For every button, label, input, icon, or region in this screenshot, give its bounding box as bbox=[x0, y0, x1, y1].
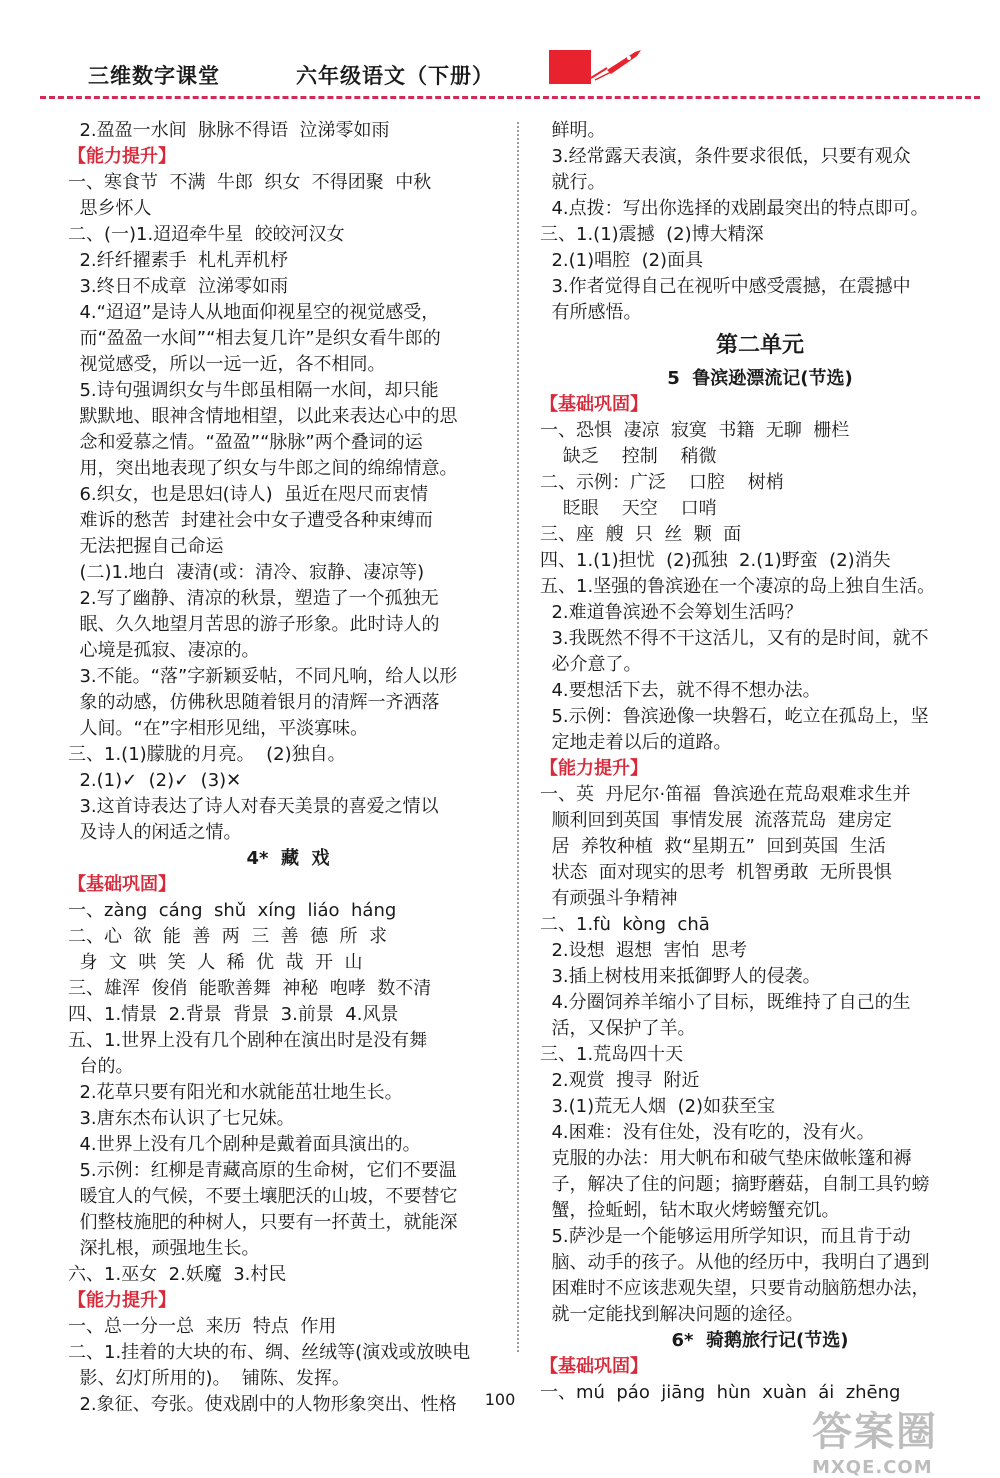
answer-line: 顺利回到英国 事情发展 流落荒岛 建房定 bbox=[540, 810, 892, 831]
answer-line: 五、1.世界上没有几个剧种在演出时是没有舞 bbox=[68, 1030, 428, 1051]
section-tag: 【基础巩固】 bbox=[68, 874, 176, 895]
answer-line: 二、1.挂着的大块的布、绸、丝绒等(演戏或放映电 bbox=[68, 1342, 471, 1363]
answer-line: 眠、久久地望月苦思的游子形象。此时诗人的 bbox=[68, 614, 440, 635]
answer-line: 定地走着以后的道路。 bbox=[540, 732, 732, 753]
unit-title: 第二单元 bbox=[715, 333, 804, 358]
answer-line: 一、恐惧 凄凉 寂寞 书籍 无聊 栅栏 bbox=[540, 420, 850, 441]
answer-line: 四、1.(1)担忧 (2)孤独 2.(1)野蛮 (2)消失 bbox=[540, 550, 891, 571]
answer-line: 二、(一)1.迢迢牵牛星 皎皎河汉女 bbox=[68, 224, 345, 245]
answer-line: 身 文 哄 笑 人 稀 优 哉 开 山 bbox=[68, 952, 363, 973]
answer-line: 4.“迢迢”是诗人从地面仰视星空的视觉感受， bbox=[68, 302, 440, 323]
answer-line: 用，突出地表现了织女与牛郎之间的绵绵情意。 bbox=[68, 458, 458, 479]
watermark-url: MXQE.COM bbox=[812, 1457, 933, 1478]
lesson-title: 6* 骑鹅旅行记(节选) bbox=[671, 1330, 849, 1351]
answer-column-right bbox=[540, 118, 980, 1406]
answer-line: 一、mú páo jiāng hùn xuàn ái zhēng bbox=[540, 1382, 901, 1403]
answer-line: 3.作者觉得自己在视听中感受震撼，在震撼中 bbox=[540, 276, 911, 297]
answer-line: 4.点拨：写出你选择的戏剧最突出的特点即可。 bbox=[540, 198, 929, 219]
watermark-logo bbox=[812, 1400, 992, 1478]
answer-line: 4.分圈饲养羊缩小了目标，既维持了自己的生 bbox=[540, 992, 911, 1013]
column-divider bbox=[517, 122, 519, 1352]
answer-line: 五、1.坚强的鲁滨逊在一个凄凉的岛上独自生活。 bbox=[540, 576, 936, 597]
answer-line: 4.要想活下去，就不得不想办法。 bbox=[540, 680, 821, 701]
answer-line: 一、英 丹尼尔·笛福 鲁滨逊在荒岛艰难求生并 bbox=[540, 784, 911, 805]
answer-line: 蟹，捡蚯蚓，钻木取火烤螃蟹充饥。 bbox=[540, 1200, 840, 1221]
answer-line: 人间。“在”字相形见绌，平淡寡味。 bbox=[68, 718, 369, 739]
book-brand: 三维数字课堂 bbox=[88, 64, 220, 88]
lesson-title: 4* 藏 戏 bbox=[246, 848, 330, 869]
answer-line: 影、幻灯所用的)。 铺陈、发挥。 bbox=[68, 1368, 350, 1389]
answer-line: 状态 面对现实的思考 机智勇敢 无所畏惧 bbox=[540, 862, 892, 883]
answer-line: 3.我既然不得不干这活儿，又有的是时间，就不 bbox=[540, 628, 929, 649]
answer-line: 二、心 欲 能 善 两 三 善 德 所 求 bbox=[68, 926, 387, 947]
answer-line: 克服的办法：用大帆布和破气垫床做帐篷和褥 bbox=[540, 1148, 912, 1169]
section-tag: 【能力提升】 bbox=[68, 146, 176, 167]
answer-line: 有所感悟。 bbox=[540, 302, 642, 323]
answer-line: 二、示例：广泛 口腔 树梢 bbox=[540, 472, 784, 493]
page-header bbox=[0, 0, 1000, 100]
answer-line: 思乡怀人 bbox=[68, 198, 152, 219]
answer-line: 4.世界上没有几个剧种是戴着面具演出的。 bbox=[68, 1134, 421, 1155]
watermark-text: 答案圈 bbox=[812, 1409, 938, 1455]
answer-line: 5.示例：鲁滨逊像一块磐石，屹立在孤岛上，坚 bbox=[540, 706, 929, 727]
rocket-icon bbox=[585, 44, 645, 84]
answer-line: 子，解决了住的问题；摘野蘑菇，自制工具钓螃 bbox=[540, 1174, 930, 1195]
answer-line: 3.不能。“落”字新颖妥帖，不同凡响，给人以形 bbox=[68, 666, 458, 687]
answer-line: 就一定能找到解决问题的途径。 bbox=[540, 1304, 804, 1325]
answer-line: 2.盈盈一水间 脉脉不得语 泣涕零如雨 bbox=[68, 120, 390, 141]
answer-line: 缺乏 控制 稍微 bbox=[540, 446, 717, 467]
answer-line: 心境是孤寂、凄凉的。 bbox=[68, 640, 260, 661]
answer-line: 有顽强斗争精神 bbox=[540, 888, 678, 909]
answer-line: 六、1.巫女 2.妖魔 3.村民 bbox=[68, 1264, 287, 1285]
book-subject: 六年级语文（下册） bbox=[296, 64, 494, 88]
answer-line: 6.织女，也是思妇(诗人) 虽近在咫尺而衷情 bbox=[68, 484, 429, 505]
answer-line: 4.困难：没有住处，没有吃的，没有火。 bbox=[540, 1122, 875, 1143]
answer-line: 3.唐东杰布认识了七兄妹。 bbox=[68, 1108, 295, 1129]
answer-line: 2.(1)唱腔 (2)面具 bbox=[540, 250, 704, 271]
section-tag: 【基础巩固】 bbox=[540, 394, 648, 415]
answer-line: 及诗人的闲适之情。 bbox=[68, 822, 242, 843]
section-tag: 【基础巩固】 bbox=[540, 1356, 648, 1377]
answer-line: 三、雄浑 俊俏 能歌善舞 神秘 咆哮 数不清 bbox=[68, 978, 432, 999]
answer-line: 鲜明。 bbox=[540, 120, 606, 141]
answer-line: 暖宜人的气候，不要土壤肥沃的山坡，不要替它 bbox=[68, 1186, 458, 1207]
answer-line: 就行。 bbox=[540, 172, 606, 193]
answer-line: 2.观赏 搜寻 附近 bbox=[540, 1070, 700, 1091]
answer-line: 默默地、眼神含情地相望，以此来表达心中的思 bbox=[68, 406, 458, 427]
answer-line: 2.(1)✓ (2)✓ (3)✕ bbox=[68, 770, 242, 791]
answer-line: 3.经常露天表演，条件要求很低，只要有观众 bbox=[540, 146, 911, 167]
answer-line: 2.花草只要有阳光和水就能茁壮地生长。 bbox=[68, 1082, 403, 1103]
answer-line: 5.萨沙是一个能够运用所学知识，而且肯于动 bbox=[540, 1226, 911, 1247]
answer-line: 一、总一分一总 来历 特点 作用 bbox=[68, 1316, 337, 1337]
answer-line: 四、1.情景 2.背景 背景 3.前景 4.风景 bbox=[68, 1004, 399, 1025]
answer-line: 3.这首诗表达了诗人对春天美景的喜爱之情以 bbox=[68, 796, 439, 817]
page-number: 100 bbox=[484, 1390, 516, 1409]
answer-line: (二)1.地白 凄清(或：清冷、寂静、凄凉等) bbox=[68, 562, 425, 583]
answer-line: 三、1.(1)朦胧的月亮。 (2)独自。 bbox=[68, 744, 346, 765]
answer-line: 无法把握自己命运 bbox=[68, 536, 224, 557]
answer-line: 三、1.(1)震撼 (2)博大精深 bbox=[540, 224, 764, 245]
lesson-title: 5 鲁滨逊漂流记(节选) bbox=[667, 368, 853, 389]
answer-line: 2.设想 遐想 害怕 思考 bbox=[540, 940, 747, 961]
header-dashed-rule bbox=[40, 96, 980, 99]
answer-line: 3.(1)荒无人烟 (2)如获至宝 bbox=[540, 1096, 776, 1117]
answer-line: 念和爱慕之情。“盈盈”“脉脉”两个叠词的运 bbox=[68, 432, 423, 453]
answer-line: 2.纤纤擢素手 札札弄机杼 bbox=[68, 250, 289, 271]
answer-line: 居 养牧种植 救“星期五” 回到英国 生活 bbox=[540, 836, 886, 857]
answer-line: 必介意了。 bbox=[540, 654, 642, 675]
answer-line: 活，又保护了羊。 bbox=[540, 1018, 696, 1039]
answer-line: 眨眼 天空 口哨 bbox=[540, 498, 717, 519]
answer-line: 3.插上树枝用来抵御野人的侵袭。 bbox=[540, 966, 821, 987]
answer-line: 们整枝施肥的种树人，只要有一抔黄土，就能深 bbox=[68, 1212, 458, 1233]
answer-line: 3.终日不成章 泣涕零如雨 bbox=[68, 276, 289, 297]
answer-line: 象的动感，仿佛秋思随着银月的清辉一齐洒落 bbox=[68, 692, 440, 713]
answer-line: 三、座 艘 只 丝 颗 面 bbox=[540, 524, 742, 545]
section-tag: 【能力提升】 bbox=[540, 758, 648, 779]
answer-line: 一、寒食节 不满 牛郎 织女 不得团聚 中秋 bbox=[68, 172, 432, 193]
answer-line: 5.诗句强调织女与牛郎虽相隔一水间，却只能 bbox=[68, 380, 439, 401]
answer-line: 深扎根，顽强地生长。 bbox=[68, 1238, 260, 1259]
answer-line: 一、zàng cáng shǔ xíng liáo háng bbox=[68, 900, 397, 921]
answer-line: 脑、动手的孩子。从他的经历中，我明白了遇到 bbox=[540, 1252, 930, 1273]
answer-line: 而“盈盈一水间”“相去复几许”是织女看牛郎的 bbox=[68, 328, 441, 349]
answer-line: 二、1.fù kòng chā bbox=[540, 914, 710, 935]
answer-line: 2.写了幽静、清凉的秋景，塑造了一个孤独无 bbox=[68, 588, 439, 609]
answer-line: 视觉感受，所以一远一近，各不相同。 bbox=[68, 354, 386, 375]
section-tag: 【能力提升】 bbox=[68, 1290, 176, 1311]
answer-line: 2.难道鲁滨逊不会筹划生活吗？ bbox=[540, 602, 803, 623]
answer-line: 2.象征、夸张。使戏剧中的人物形象突出、性格 bbox=[68, 1394, 457, 1415]
answer-line: 5.示例：红柳是青藏高原的生命树，它们不要温 bbox=[68, 1160, 457, 1181]
answer-column-left bbox=[68, 118, 508, 1418]
answer-line: 三、1.荒岛四十天 bbox=[540, 1044, 684, 1065]
answer-line: 难诉的愁苦 封建社会中女子遭受各种束缚而 bbox=[68, 510, 433, 531]
answer-line: 台的。 bbox=[68, 1056, 134, 1077]
answer-line: 困难时不应该悲观失望，只要肯动脑筋想办法， bbox=[540, 1278, 930, 1299]
